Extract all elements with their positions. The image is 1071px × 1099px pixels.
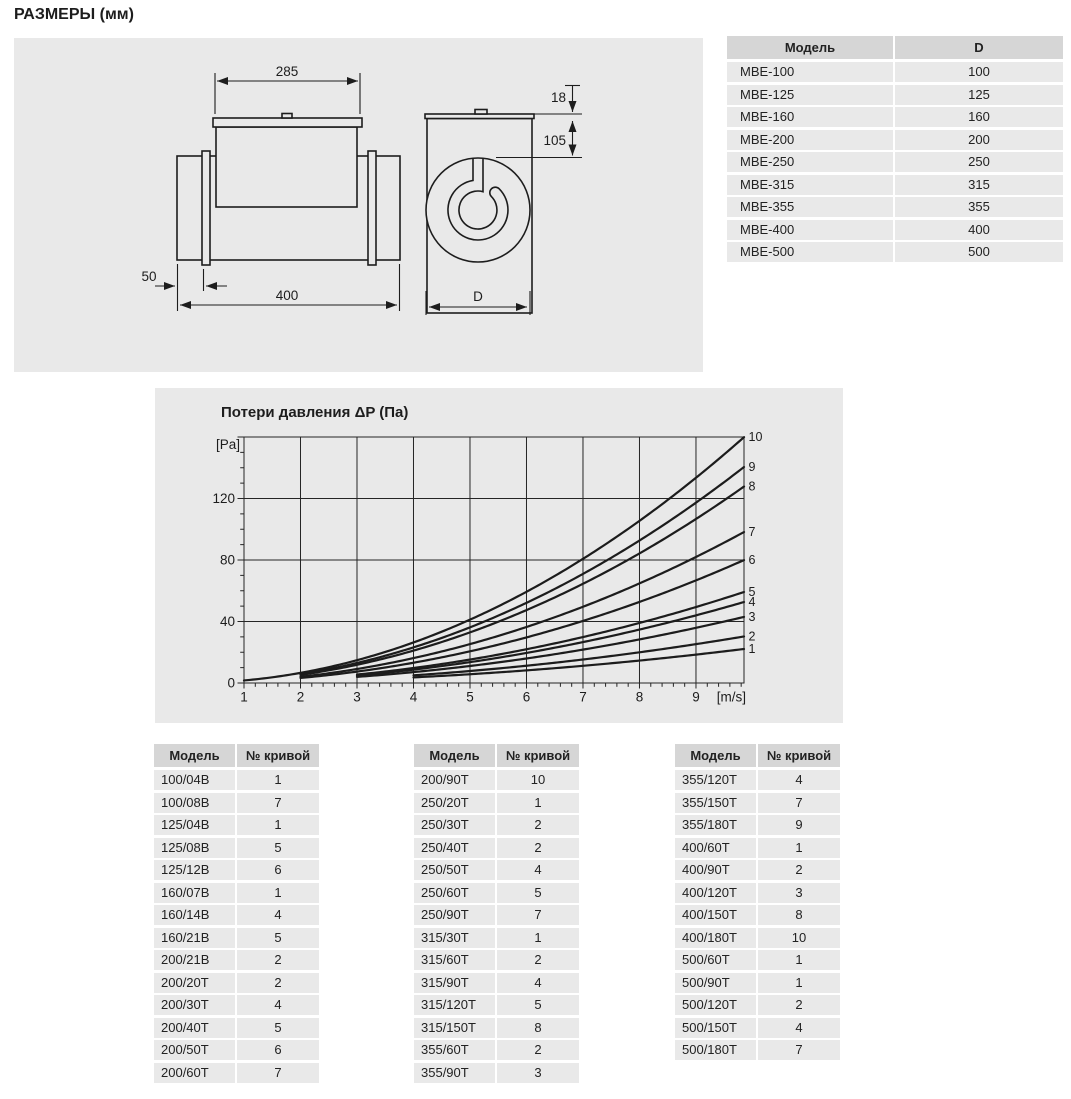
y-tick-label: 120: [212, 491, 235, 506]
table-row: [414, 973, 579, 993]
table-cell-value: 5: [497, 995, 579, 1015]
table-cell-value: 10: [758, 928, 840, 948]
table-header-row: [727, 36, 1063, 59]
table-header-cell: № кривой: [237, 744, 319, 767]
table-cell-model: 160/07B: [154, 883, 235, 903]
table-row: [675, 905, 840, 925]
table-row: [414, 815, 579, 835]
table-cell-model: 355/60T: [414, 1040, 495, 1060]
dim-label-top-width: 285: [275, 64, 299, 79]
table-cell-value: 9: [758, 815, 840, 835]
table-cell-value: 4: [758, 770, 840, 790]
table-cell-value: 8: [758, 905, 840, 925]
table-header-cell: Модель: [675, 744, 756, 767]
table-cell-model: MBE-250: [727, 152, 893, 172]
table-cell-value: 1: [758, 973, 840, 993]
table-cell-value: 6: [237, 1040, 319, 1060]
table-cell-value: 2: [497, 1040, 579, 1060]
table-header-row: [154, 744, 319, 767]
side-view: [177, 114, 400, 266]
table-cell-value: 125: [895, 85, 1063, 105]
x-tick-label: 7: [579, 689, 587, 705]
table-cell-model: 200/90T: [414, 770, 495, 790]
pressure-curve-4: [357, 602, 744, 675]
page-title: РАЗМЕРЫ (мм): [14, 6, 134, 23]
table-row: [727, 107, 1063, 127]
x-tick-label: 8: [635, 689, 644, 705]
lid-knob-side: [282, 114, 292, 119]
table-cell-model: 500/60T: [675, 950, 756, 970]
table-cell-model: 400/60T: [675, 838, 756, 858]
table-row: [414, 860, 579, 880]
table-cell-value: 200: [895, 130, 1063, 150]
table-row: [727, 152, 1063, 172]
table-cell-model: 100/08B: [154, 793, 235, 813]
table-cell-value: 315: [895, 175, 1063, 195]
table-cell-model: 355/90T: [414, 1063, 495, 1083]
table-header-cell: Модель: [414, 744, 495, 767]
x-tick-label: 5: [466, 689, 474, 705]
table-cell-value: 5: [497, 883, 579, 903]
table-row: [675, 1040, 840, 1060]
table-cell-model: 250/60T: [414, 883, 495, 903]
table-cell-value: 400: [895, 220, 1063, 240]
curve-label-6: 6: [748, 553, 756, 568]
right-flange: [368, 151, 376, 265]
table-cell-value: 1: [758, 838, 840, 858]
table-cell-value: 1: [497, 793, 579, 813]
table-cell-model: 125/12B: [154, 860, 235, 880]
table-row: [414, 883, 579, 903]
table-row: [414, 1063, 579, 1083]
table-cell-model: 400/180T: [675, 928, 756, 948]
table-cell-model: 315/60T: [414, 950, 495, 970]
curve-label-1: 1: [748, 641, 756, 656]
x-tick-label: 6: [522, 689, 531, 705]
table-row: [727, 62, 1063, 82]
table-row: [414, 995, 579, 1015]
table-cell-model: 250/40T: [414, 838, 495, 858]
table-cell-model: MBE-125: [727, 85, 893, 105]
table-cell-value: 2: [497, 950, 579, 970]
table-cell-model: 400/120T: [675, 883, 756, 903]
table-cell-value: 4: [237, 905, 319, 925]
table-row: [675, 995, 840, 1015]
table-cell-model: 100/04B: [154, 770, 235, 790]
terminal-box-side: [216, 127, 357, 207]
table-cell-model: 500/180T: [675, 1040, 756, 1060]
table-cell-model: 125/04B: [154, 815, 235, 835]
curve-labels: [749, 430, 763, 656]
table-cell-model: 315/90T: [414, 973, 495, 993]
table-cell-value: 8: [497, 1018, 579, 1038]
table-cell-value: 7: [758, 793, 840, 813]
table-cell-model: 315/120T: [414, 995, 495, 1015]
table-cell-model: 355/180T: [675, 815, 756, 835]
curve-label-8: 8: [748, 479, 756, 494]
curve-label-2: 2: [748, 629, 756, 644]
table-row: [675, 950, 840, 970]
x-tick-label: 2: [296, 689, 305, 705]
table-cell-value: 100: [895, 62, 1063, 82]
table-row: [675, 928, 840, 948]
table-row: [414, 793, 579, 813]
table-row: [675, 1018, 840, 1038]
table-cell-model: MBE-100: [727, 62, 893, 82]
x-axis-unit-label: [m/s]: [716, 689, 746, 705]
table-row: [414, 905, 579, 925]
y-tick-label: 0: [227, 675, 235, 691]
table-cell-value: 10: [497, 770, 579, 790]
pressure-loss-chart-panel: [155, 388, 843, 723]
table-cell-value: 1: [497, 928, 579, 948]
dim-label-length: 400: [275, 288, 299, 303]
table-cell-model: 400/90T: [675, 860, 756, 880]
table-header-cell: № кривой: [497, 744, 579, 767]
pressure-curves: [244, 437, 744, 680]
table-row: [154, 793, 319, 813]
table-cell-model: 315/150T: [414, 1018, 495, 1038]
table-cell-value: 2: [497, 815, 579, 835]
curve-label-4: 4: [748, 594, 756, 609]
table-row: [154, 1040, 319, 1060]
table-cell-value: 1: [237, 883, 319, 903]
table-row: [154, 883, 319, 903]
x-tick-label: 9: [692, 689, 700, 705]
table-cell-model: MBE-355: [727, 197, 893, 217]
pressure-curve-10: [244, 437, 744, 680]
table-cell-model: 200/20T: [154, 973, 235, 993]
table-row: [414, 770, 579, 790]
table-row: [414, 1040, 579, 1060]
table-row: [154, 995, 319, 1015]
table-cell-model: 315/30T: [414, 928, 495, 948]
curve-label-9: 9: [748, 459, 756, 474]
table-row: [154, 1018, 319, 1038]
table-cell-model: 200/30T: [154, 995, 235, 1015]
table-cell-model: MBE-315: [727, 175, 893, 195]
table-cell-model: MBE-400: [727, 220, 893, 240]
dim-label-offset: 50: [141, 269, 157, 284]
curve-label-10: 10: [748, 430, 763, 445]
dim-label-lid-height: 18: [550, 90, 566, 105]
table-cell-value: 5: [237, 1018, 319, 1038]
model-diameter-table: [727, 36, 1063, 265]
table-row: [727, 220, 1063, 240]
y-tick-label: 80: [219, 552, 235, 568]
table-row: [675, 860, 840, 880]
table-cell-value: 1: [758, 950, 840, 970]
table-row: [154, 1063, 319, 1083]
table-row: [414, 1018, 579, 1038]
table-row: [154, 973, 319, 993]
table-cell-value: 7: [237, 793, 319, 813]
table-cell-model: 355/120T: [675, 770, 756, 790]
table-row: [727, 197, 1063, 217]
table-cell-value: 4: [497, 973, 579, 993]
table-row: [675, 838, 840, 858]
table-cell-value: 2: [237, 950, 319, 970]
table-cell-value: 7: [497, 905, 579, 925]
curve-table-2: [414, 744, 579, 1085]
table-row: [727, 175, 1063, 195]
table-row: [727, 85, 1063, 105]
table-cell-value: 2: [237, 973, 319, 993]
table-cell-value: 3: [497, 1063, 579, 1083]
table-cell-value: 5: [237, 928, 319, 948]
curve-table-1: [154, 744, 319, 1085]
table-header-cell: Модель: [727, 36, 893, 59]
curve-label-7: 7: [748, 525, 756, 540]
table-cell-value: 4: [237, 995, 319, 1015]
table-cell-value: 4: [758, 1018, 840, 1038]
table-cell-value: 6: [237, 860, 319, 880]
curve-table-3: [675, 744, 840, 1063]
table-row: [154, 815, 319, 835]
table-cell-model: MBE-500: [727, 242, 893, 262]
table-row: [727, 130, 1063, 150]
table-row: [727, 242, 1063, 262]
table-cell-value: 1: [237, 815, 319, 835]
table-row: [675, 815, 840, 835]
table-cell-model: 125/08B: [154, 838, 235, 858]
table-cell-value: 5: [237, 838, 319, 858]
front-view: [425, 110, 534, 314]
table-cell-value: 7: [758, 1040, 840, 1060]
table-row: [154, 860, 319, 880]
lid-knob-front: [475, 110, 487, 115]
table-cell-model: 200/60T: [154, 1063, 235, 1083]
table-cell-model: 250/50T: [414, 860, 495, 880]
table-header-cell: Модель: [154, 744, 235, 767]
table-cell-model: 200/40T: [154, 1018, 235, 1038]
dimensions-drawing-panel: [14, 38, 703, 372]
table-row: [675, 973, 840, 993]
table-cell-model: MBE-200: [727, 130, 893, 150]
curve-label-5: 5: [748, 585, 756, 600]
table-cell-value: 500: [895, 242, 1063, 262]
table-cell-model: 500/120T: [675, 995, 756, 1015]
x-tick-label: 4: [409, 689, 418, 705]
table-cell-model: 250/20T: [414, 793, 495, 813]
table-cell-model: 160/21B: [154, 928, 235, 948]
table-row: [154, 950, 319, 970]
table-cell-model: 200/21B: [154, 950, 235, 970]
table-cell-value: 4: [497, 860, 579, 880]
table-cell-model: 400/150T: [675, 905, 756, 925]
table-cell-value: 160: [895, 107, 1063, 127]
table-cell-model: 500/150T: [675, 1018, 756, 1038]
table-row: [154, 838, 319, 858]
table-row: [675, 770, 840, 790]
table-cell-value: 3: [758, 883, 840, 903]
table-row: [154, 928, 319, 948]
table-row: [414, 838, 579, 858]
duct-opening-circle: [426, 158, 530, 262]
x-tick-label: 3: [353, 689, 361, 705]
x-tick-label: 1: [240, 689, 248, 705]
table-header-row: [414, 744, 579, 767]
y-axis-unit-label: [Pa]: [215, 437, 240, 452]
table-row: [675, 883, 840, 903]
chart-title: Потери давления ΔP (Па): [221, 404, 409, 421]
table-cell-value: 2: [758, 860, 840, 880]
table-cell-value: 355: [895, 197, 1063, 217]
terminal-box-lid-side: [213, 118, 362, 127]
chart-grid: [238, 437, 745, 689]
table-header-cell: № кривой: [758, 744, 840, 767]
table-cell-value: 2: [497, 838, 579, 858]
table-header-row: [675, 744, 840, 767]
table-cell-model: 250/90T: [414, 905, 495, 925]
table-row: [154, 905, 319, 925]
pressure-loss-chart: [155, 388, 843, 723]
table-cell-model: 160/14B: [154, 905, 235, 925]
table-cell-value: 2: [758, 995, 840, 1015]
table-cell-model: MBE-160: [727, 107, 893, 127]
table-row: [675, 793, 840, 813]
table-cell-value: 7: [237, 1063, 319, 1083]
curve-label-3: 3: [748, 609, 756, 624]
dim-label-diameter: D: [473, 289, 483, 304]
y-tick-label: 40: [219, 614, 235, 629]
table-row: [154, 770, 319, 790]
table-row: [414, 950, 579, 970]
table-cell-model: 200/50T: [154, 1040, 235, 1060]
left-flange: [202, 151, 210, 265]
table-header-cell: D: [895, 36, 1063, 59]
table-cell-value: 1: [237, 770, 319, 790]
table-cell-model: 500/90T: [675, 973, 756, 993]
table-row: [414, 928, 579, 948]
duct-heater-dimension-drawing: [14, 38, 703, 372]
table-cell-value: 250: [895, 152, 1063, 172]
dim-label-box-depth: 105: [543, 133, 566, 148]
table-cell-model: 355/150T: [675, 793, 756, 813]
table-cell-model: 250/30T: [414, 815, 495, 835]
